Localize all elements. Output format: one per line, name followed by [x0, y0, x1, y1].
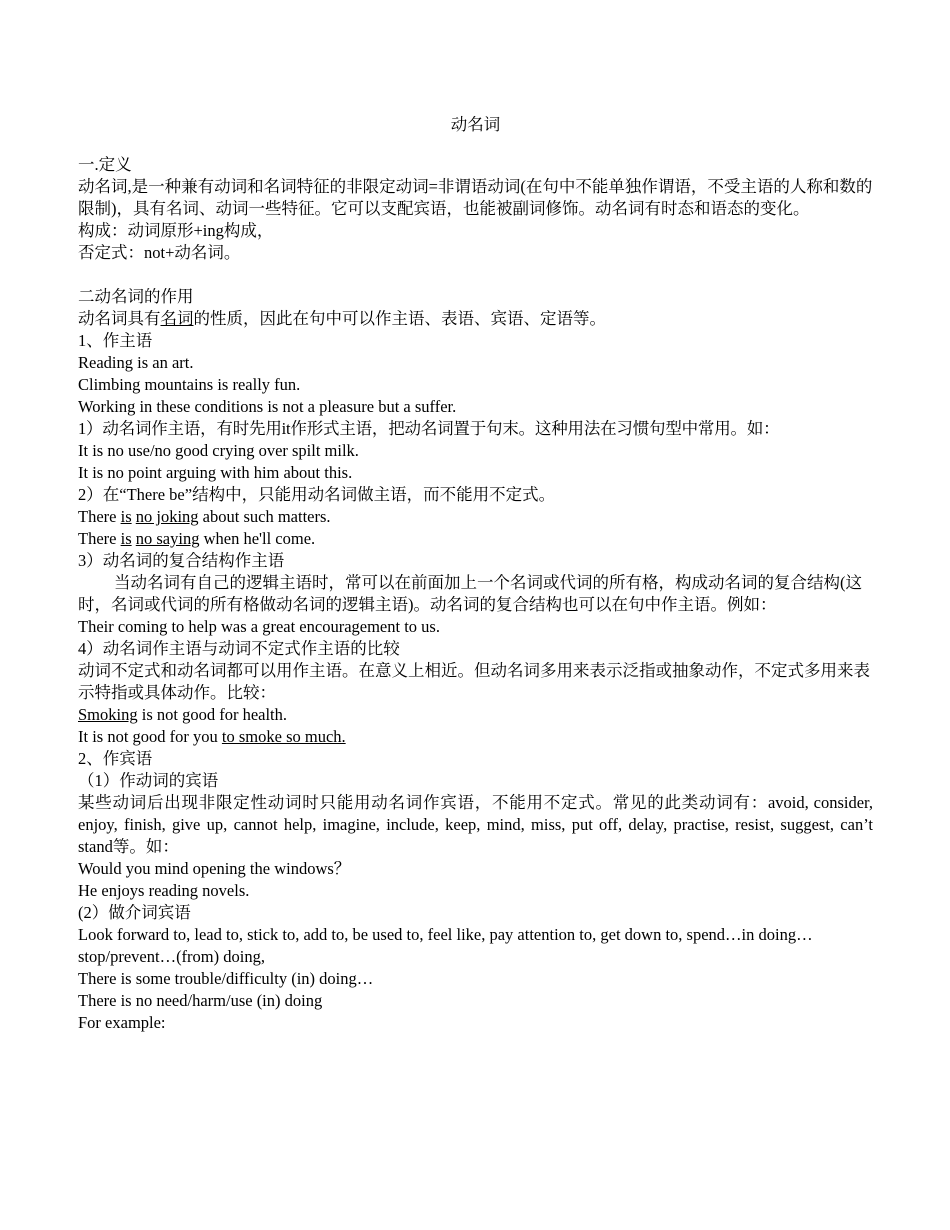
- compound-structure-paragraph: 当动名词有自己的逻辑主语时，常可以在前面加上一个名词或代词的所有格，构成动名词的复合结构(这时，名词或代词的所有格做动名词的逻辑主语)。动名词的复合结构也可以在句中作主语。例如：: [78, 573, 862, 614]
- example-sentence: Reading is an art.: [78, 353, 194, 372]
- comparison-paragraph: 动词不定式和动名词都可以用作主语。在意义上相近。但动名词多用来表示泛指或抽象动作，不定式多用来表示特指或具体动作。比较：: [78, 661, 870, 702]
- example-sentence: It is no use/no good crying over spilt milk.: [78, 441, 359, 460]
- example-sentence: Climbing mountains is really fun.: [78, 375, 301, 394]
- verb-object-paragraph: 某些动词后出现非限定性动词时只能用动名词作宾语，不能用不定式。常见的此类动词有：avoid, consider, enjoy, finish, give up, cannot help, imagine, include, keep, mind, miss, put off, delay, practise, resist, suggest, can’t stand等。如：: [78, 793, 873, 856]
- object-sub-heading: （1）作动词的宾语: [78, 771, 219, 790]
- example-sentence: Smoking is not good for health.: [78, 705, 288, 724]
- section-heading-definition: 一.定义: [78, 155, 132, 174]
- example-sentence: Their coming to help was a great encouragement to us.: [78, 617, 440, 636]
- phrase-line: There is no need/harm/use (in) doing: [78, 991, 323, 1010]
- example-sentence: It is no point arguing with him about this.: [78, 463, 353, 482]
- object-sub-heading: (2）做介词宾语: [78, 903, 191, 922]
- page-title: 动名词: [450, 115, 501, 134]
- definition-paragraph: 动名词,是一种兼有动词和名词特征的非限定动词=非谓语动词(在句中不能单独作谓语，不受主语的人称和数的限制)，具有名词、动词一些特征。它可以支配宾语，也能被副词修饰。动名词有时态和语态的变化。: [78, 177, 873, 218]
- subsection-heading-subject: 1、作主语: [78, 331, 153, 350]
- formation-line: 构成：动词原形+ing构成，: [78, 221, 274, 240]
- example-sentence: There is no saying when he'll come.: [78, 529, 316, 548]
- note-comparison: 4）动名词作主语与动词不定式作主语的比较: [78, 639, 400, 658]
- underlined-word: 名词: [160, 309, 194, 328]
- example-sentence: Would you mind opening the windows？: [78, 859, 351, 878]
- phrase-line: There is some trouble/difficulty (in) doing…: [78, 969, 374, 988]
- phrase-line: Look forward to, lead to, stick to, add to, be used to, feel like, pay attention to, get down to, spend…in doing…: [78, 925, 813, 944]
- document-body: [78, 113, 873, 1034]
- section-heading-functions: 二动名词的作用: [78, 287, 194, 306]
- note-compound-structure: 3）动名词的复合结构作主语: [78, 551, 285, 570]
- example-sentence: Working in these conditions is not a pleasure but a suffer.: [78, 397, 457, 416]
- blank-line: [78, 264, 873, 286]
- note-there-be: 2）在“There be”结构中，只能用动名词做主语，而不能用不定式。: [78, 485, 556, 504]
- example-sentence: He enjoys reading novels.: [78, 881, 250, 900]
- phrase-line: stop/prevent…(from) doing,: [78, 947, 265, 966]
- subsection-heading-object: 2、作宾语: [78, 749, 153, 768]
- phrase-line: For example:: [78, 1013, 166, 1032]
- example-sentence: It is not good for you to smoke so much.: [78, 727, 346, 746]
- negative-form-line: 否定式：not+动名词。: [78, 243, 241, 262]
- functions-intro: 动名词具有名词的性质，因此在句中可以作主语、表语、宾语、定语等。: [78, 309, 606, 328]
- example-sentence: There is no joking about such matters.: [78, 507, 331, 526]
- note-formal-subject: 1）动名词作主语，有时先用it作形式主语，把动名词置于句末。这种用法在习惯句型中常用。如：: [78, 419, 780, 438]
